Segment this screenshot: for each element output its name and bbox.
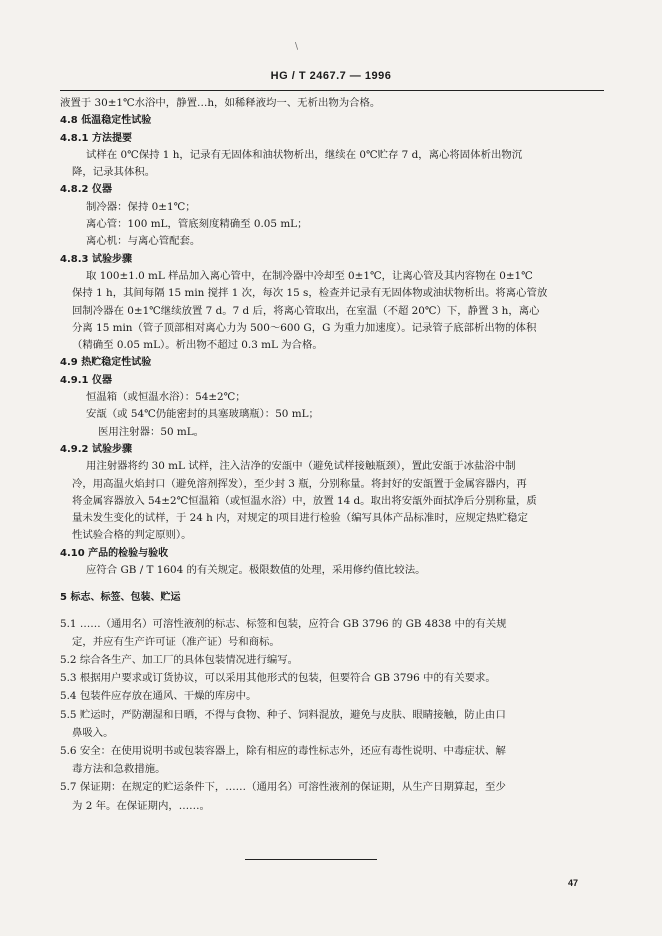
clause-line: 5.7 保证期：在规定的贮运条件下，……（通用名）可溶性液剂的保证期，从生产日期算起，至少 [60,781,506,794]
paragraph-line: 试样在 0℃保持 1 h，记录有无固体和油状物析出，继续在 0℃贮存 7 d，离心将固体析出物沉 [86,148,523,161]
paragraph-line: 保持 1 h，其间每隔 15 min 搅拌 1 次，每次 15 s，检查并记录有无固体物或油状物析出。将离心管放 [72,287,548,300]
subsection-heading: 4.9.1 仪器 [60,374,112,386]
clause-line: 5.2 综合各生产、加工厂的具体包装情况进行编写。 [60,654,299,667]
paragraph-line: 冷，用高温火焰封口（避免溶剂挥发），至少封 3 瓶，分别称量。将封好的安瓿置于金属容器内，再 [72,477,527,490]
header-rule [60,90,604,91]
clause-line: 为 2 年。在保证期内，……。 [72,799,210,812]
section-heading: 4.10 产品的检验与验收 [60,547,169,559]
list-item: 安瓿（或 54℃仍能密封的具塞玻璃瓶）：50 mL； [86,408,319,421]
paragraph-line: 回制冷器在 0±1℃继续放置 7 d。7 d 后，将离心管取出，在室温（不超 20℃）下，静置 3 h，离心 [72,304,540,317]
page-number: 47 [568,878,579,888]
continuation-line: 液置于 30±1℃水浴中，静置…h，如稀释液均一、无析出物为合格。 [60,97,381,109]
section-heading: 4.8 低温稳定性试验 [60,115,152,127]
subsection-heading: 4.8.2 仪器 [60,184,112,196]
subsection-heading: 4.8.3 试验步骤 [60,253,132,265]
clause-line: 鼻吸入。 [72,726,114,739]
list-item: 离心机：与离心管配套。 [86,235,201,248]
subsection-heading: 4.9.2 试验步骤 [60,443,132,455]
list-item: 制冷器：保持 0±1℃； [86,200,196,213]
scan-mark: \ [295,42,299,52]
list-item: 医用注射器：50 mL。 [98,425,205,438]
footer-rule [245,859,377,860]
subsection-heading: 4.8.1 方法提要 [60,132,132,144]
page-header: HG / T 2467.7 — 1996 [270,70,392,82]
chapter-heading: 5 标志、标签、包装、贮运 [60,592,181,604]
paragraph-line: （精确至 0.05 mL）。析出物不超过 0.3 mL 为合格。 [72,339,323,352]
clause-line: 5.1 ……（通用名）可溶性液剂的标志、标签和包装，应符合 GB 3796 的 GB 4838 中的有关规 [60,617,507,630]
paragraph-line: 量未发生变化的试样，于 24 h 内，对规定的项目进行检验（编写具体产品标准时，应规定热贮稳定 [72,512,528,525]
clause-line: 5.3 根据用户要求或订货协议，可以采用其他形式的包装，但要符合 GB 3796 中的有关要求。 [60,672,496,685]
paragraph-line: 将金属容器放入 54±2℃恒温箱（或恒温水浴）中，放置 14 d。取出将安瓿外面拭净后分别称量，质 [72,494,537,507]
clause-line: 定，并应有生产许可证（准产证）号和商标。 [72,635,280,648]
clause-line: 5.4 包装件应存放在通风、干燥的库房中。 [60,690,257,703]
list-item: 恒温箱（或恒温水浴）：54±2℃； [86,391,246,404]
document-body [60,95,604,815]
paragraph-line: 降，记录其体积。 [72,166,156,179]
clause-line: 5.5 贮运时，严防潮湿和日晒，不得与食物、种子、饲料混放，避免与皮肤、眼睛接触，防止由口 [60,708,506,721]
paragraph-line: 性试验合格的判定原则）。 [72,529,192,542]
clause-line: 5.6 安全：在使用说明书或包装容器上，除有相应的毒性标志外，还应有毒性说明、中毒症状、解 [60,745,506,758]
section-heading: 4.9 热贮稳定性试验 [60,357,152,369]
paragraph-line: 应符合 GB / T 1604 的有关规定。极限数值的处理，采用修约值比较法。 [86,564,426,577]
list-item: 离心管：100 mL，管底刻度精确至 0.05 mL； [86,218,308,231]
chapter-5-items [60,615,604,815]
paragraph-line: 取 100±1.0 mL 样品加入离心管中，在制冷器中冷却至 0±1℃，让离心管及其内容物在 0±1℃ [86,269,533,282]
paragraph-line: 用注射器将约 30 mL 试样，注入洁净的安瓿中（避免试样接触瓶颈），置此安瓿于冰盐浴中制 [86,460,516,473]
clause-line: 毒方法和急救措施。 [72,763,166,776]
paragraph-line: 分离 15 min（管子顶部相对离心力为 500～600 G，G 为重力加速度）。记录管子底部析出物的体积 [72,321,537,334]
